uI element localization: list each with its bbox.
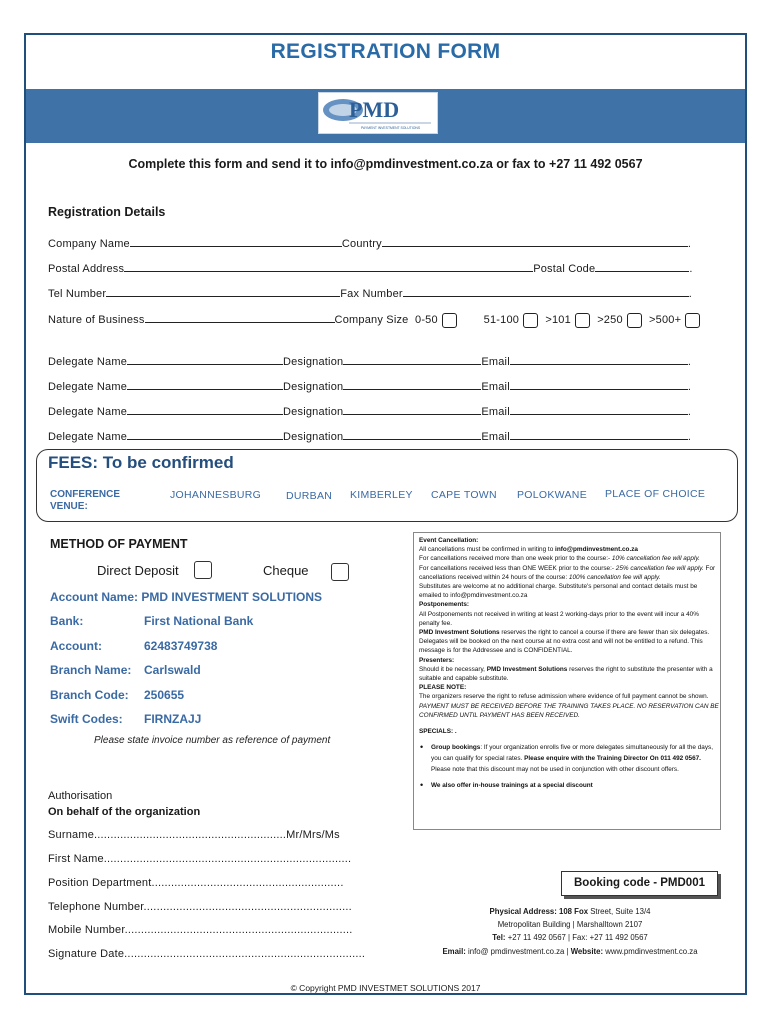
nature-business-label: Nature of Business — [48, 314, 145, 326]
branch-name-value: Carlswald — [144, 663, 201, 677]
company-size-label: Company Size — [334, 314, 409, 326]
tel-number-label: Tel Number — [48, 288, 107, 300]
booking-code-badge: Booking code - PMD001 — [561, 871, 718, 896]
cheque-label: Cheque — [263, 563, 309, 578]
delegate-name-label: Delegate Name — [48, 381, 128, 393]
company-row: Company Name Country . — [48, 235, 691, 250]
email-label: Email — [481, 431, 510, 443]
email-label: Email — [481, 406, 510, 418]
designation-label: Designation — [283, 356, 344, 368]
group-bookings-item: • Group bookings: If your organization enrolls five or more delegates simultaneously for all the days, you can qualify for special rates. Please enquire with the Training Director On 011 492 0567. Please note that this discount may not be used in conjunction with other discount offers. — [419, 742, 719, 775]
postal-code-field[interactable] — [595, 260, 689, 272]
direct-deposit-checkbox[interactable] — [194, 561, 212, 579]
contact-address: Physical Address: 108 Fox Street, Suite 13/4 — [489, 907, 651, 916]
account-value: 62483749738 — [144, 639, 218, 653]
size-250-label: >250 — [597, 314, 623, 326]
company-name-field[interactable] — [130, 235, 342, 247]
invoice-note: Please state invoice number as reference of payment — [94, 735, 331, 746]
instructions: Complete this form and send it to info@pmdinvestment.co.za or fax to +27 11 492 0567 — [128, 157, 643, 171]
swift-value: FIRNZAJJ — [144, 712, 202, 726]
delegate-name-label: Delegate Name — [48, 431, 128, 443]
contact-building: Metropolitan Building | Marshalltown 2107 — [497, 920, 643, 929]
delegate-row: Delegate Name Designation Email . — [48, 403, 691, 418]
branch-name-label: Branch Name: — [50, 663, 132, 677]
surname-field[interactable]: Surname...........................................................Mr/Mrs/Ms — [48, 829, 340, 841]
venue-durban[interactable]: DURBAN — [286, 490, 333, 502]
email-field[interactable] — [510, 353, 688, 365]
email-field[interactable] — [510, 428, 688, 440]
delegate-name-label: Delegate Name — [48, 356, 128, 368]
size-0-50-label: 0-50 — [415, 314, 438, 326]
size-51-100-checkbox[interactable] — [523, 313, 538, 328]
size-101-label: >101 — [545, 314, 571, 326]
venue-place-of-choice[interactable]: PLACE OF CHOICE — [605, 488, 706, 500]
size-250-checkbox[interactable] — [627, 313, 642, 328]
account-name-label: Account Name: PMD INVESTMENT SOLUTIONS — [50, 590, 323, 604]
delegate-name-field[interactable] — [127, 378, 283, 390]
venue-label: CONFERENCE VENUE: — [50, 489, 121, 512]
delegate-row: Delegate Name Designation Email . — [48, 428, 691, 443]
account-name-value: PMD INVESTMENT SOLUTIONS — [141, 590, 323, 604]
tel-number-field[interactable] — [106, 285, 340, 297]
page-title: REGISTRATION FORM — [270, 40, 501, 63]
email-label: Email — [481, 356, 510, 368]
delegate-row: Delegate Name Designation Email . — [48, 353, 691, 368]
country-field[interactable] — [382, 235, 688, 247]
business-row — [48, 311, 704, 328]
contact-email: Email: info@ pmdinvestment.co.za | Website: www.pmdinvestment.co.za — [442, 947, 698, 956]
direct-deposit-label: Direct Deposit — [97, 563, 179, 578]
in-house-item: • We also offer in-house trainings at a special discount — [419, 781, 719, 790]
bank-value: First National Bank — [144, 614, 254, 628]
delegate-name-field[interactable] — [127, 428, 283, 440]
tel-row: Tel Number Fax Number . — [48, 285, 692, 300]
designation-label: Designation — [283, 406, 344, 418]
fees-title: FEES: To be confirmed — [48, 453, 234, 472]
venue-kimberley[interactable]: KIMBERLEY — [350, 489, 413, 501]
size-500-label: >500+ — [649, 314, 682, 326]
account-label: Account: — [50, 639, 102, 653]
venue-polokwane[interactable]: POLOKWANE — [517, 489, 587, 501]
contact-phone: Tel: +27 11 492 0567 | Fax: +27 11 492 0567 — [492, 933, 648, 942]
authorisation-label: Authorisation — [48, 790, 113, 802]
designation-field[interactable] — [343, 428, 481, 440]
email-label: Email — [481, 381, 510, 393]
nature-business-field[interactable] — [145, 311, 335, 323]
postal-address-field[interactable] — [124, 260, 533, 272]
branch-code-value: 250655 — [144, 688, 185, 702]
size-500-checkbox[interactable] — [685, 313, 700, 328]
telephone-field[interactable]: Telephone Number................................................................ — [48, 901, 352, 913]
on-behalf-label: On behalf of the organization — [48, 806, 201, 818]
postal-address-label: Postal Address — [48, 263, 125, 275]
svg-text:PAYMENT INVESTMENT SOLUTIONS: PAYMENT INVESTMENT SOLUTIONS — [361, 126, 421, 130]
svg-text:PMD: PMD — [349, 97, 400, 122]
pmd-logo — [318, 92, 438, 134]
size-101-checkbox[interactable] — [575, 313, 590, 328]
position-field[interactable]: Position Department........................................................... — [48, 877, 344, 889]
designation-label: Designation — [283, 381, 344, 393]
postal-code-label: Postal Code — [533, 263, 596, 275]
designation-field[interactable] — [343, 378, 481, 390]
delegate-name-field[interactable] — [127, 403, 283, 415]
delegate-name-field[interactable] — [127, 353, 283, 365]
designation-field[interactable] — [343, 353, 481, 365]
email-field[interactable] — [510, 403, 688, 415]
designation-label: Designation — [283, 431, 344, 443]
registration-heading: Registration Details — [48, 205, 166, 219]
cheque-checkbox[interactable] — [331, 563, 349, 581]
delegate-row: Delegate Name Designation Email . — [48, 378, 691, 393]
mobile-field[interactable]: Mobile Number...................................................................... — [48, 924, 353, 936]
fax-number-field[interactable] — [403, 285, 689, 297]
email-field[interactable] — [510, 378, 688, 390]
swift-label: Swift Codes: — [50, 712, 123, 726]
terms-text: Event Cancellation: All cancellations must be confirmed in writing to info@pmdinvestment.co.za For cancellations received more than one week prior to the course:- 10% cancellation fee will apply. For cancellations received less than ONE WEEK prior to the course:- 25% cancellation fee will apply. For cancellations received within 24 hours of the course: 100% cancellation fee will apply. Substitutes are welcome at no additional charge. Substitute's personal and contact details must be emailed to info@pmdinvestment.co.za Postponements: All Postponements not received in writing at least 2 working-days prior to the event will incur a 40% penalty fee. PMD Investment Solutions reserves the right to cancel a course if there are fewer than six delegates. Delegates will be booked on the next course at no extra cost and will not be entitled to a refund. This message is for the Addressee and is CONFIDENTIAL. Presenters: Should it be necessary, PMD Investment Solutions reserves the right to substitute the presenter with a suitable and capable substitute. PLEASE NOTE: The organizers reserve the right to refuse admission where evidence of full payment cannot be shown. PAYMENT MUST BE RECEIVED BEFORE THE TRAINING TAKES PLACE. NO RESERVATION CAN BE CONFIRMED UNTIL PAYMENT HAS BEEN RECEIVED. SPECIALS: . • Group bookings: If your organization enrolls five or more delegates simultaneously for all the days, you can qualify for special rates. Please enquire with the Training Director On 011 492 0567. Please note that this discount may not be used in conjunction with other discount offers. • We also offer in-house trainings at a special discount — [419, 536, 719, 790]
delegate-name-label: Delegate Name — [48, 406, 128, 418]
first-name-field[interactable]: First Name............................................................................ — [48, 853, 352, 865]
venue-johannesburg[interactable]: JOHANNESBURG — [170, 489, 262, 501]
payment-heading: METHOD OF PAYMENT — [50, 537, 188, 551]
branch-code-label: Branch Code: — [50, 688, 129, 702]
postal-row: Postal Address Postal Code . — [48, 260, 693, 275]
size-51-100-label: 51-100 — [483, 314, 520, 326]
fax-number-label: Fax Number — [340, 288, 403, 300]
size-0-50-checkbox[interactable] — [442, 313, 457, 328]
company-name-label: Company Name — [48, 238, 130, 250]
country-label: Country — [341, 238, 382, 250]
signature-field[interactable]: Signature Date.......................................................................... — [48, 948, 366, 960]
copyright: © Copyright PMD INVESTMET SOLUTIONS 2017 — [290, 983, 481, 993]
venue-cape-town[interactable]: CAPE TOWN — [431, 489, 497, 501]
bank-label: Bank: — [50, 614, 84, 628]
designation-field[interactable] — [343, 403, 481, 415]
